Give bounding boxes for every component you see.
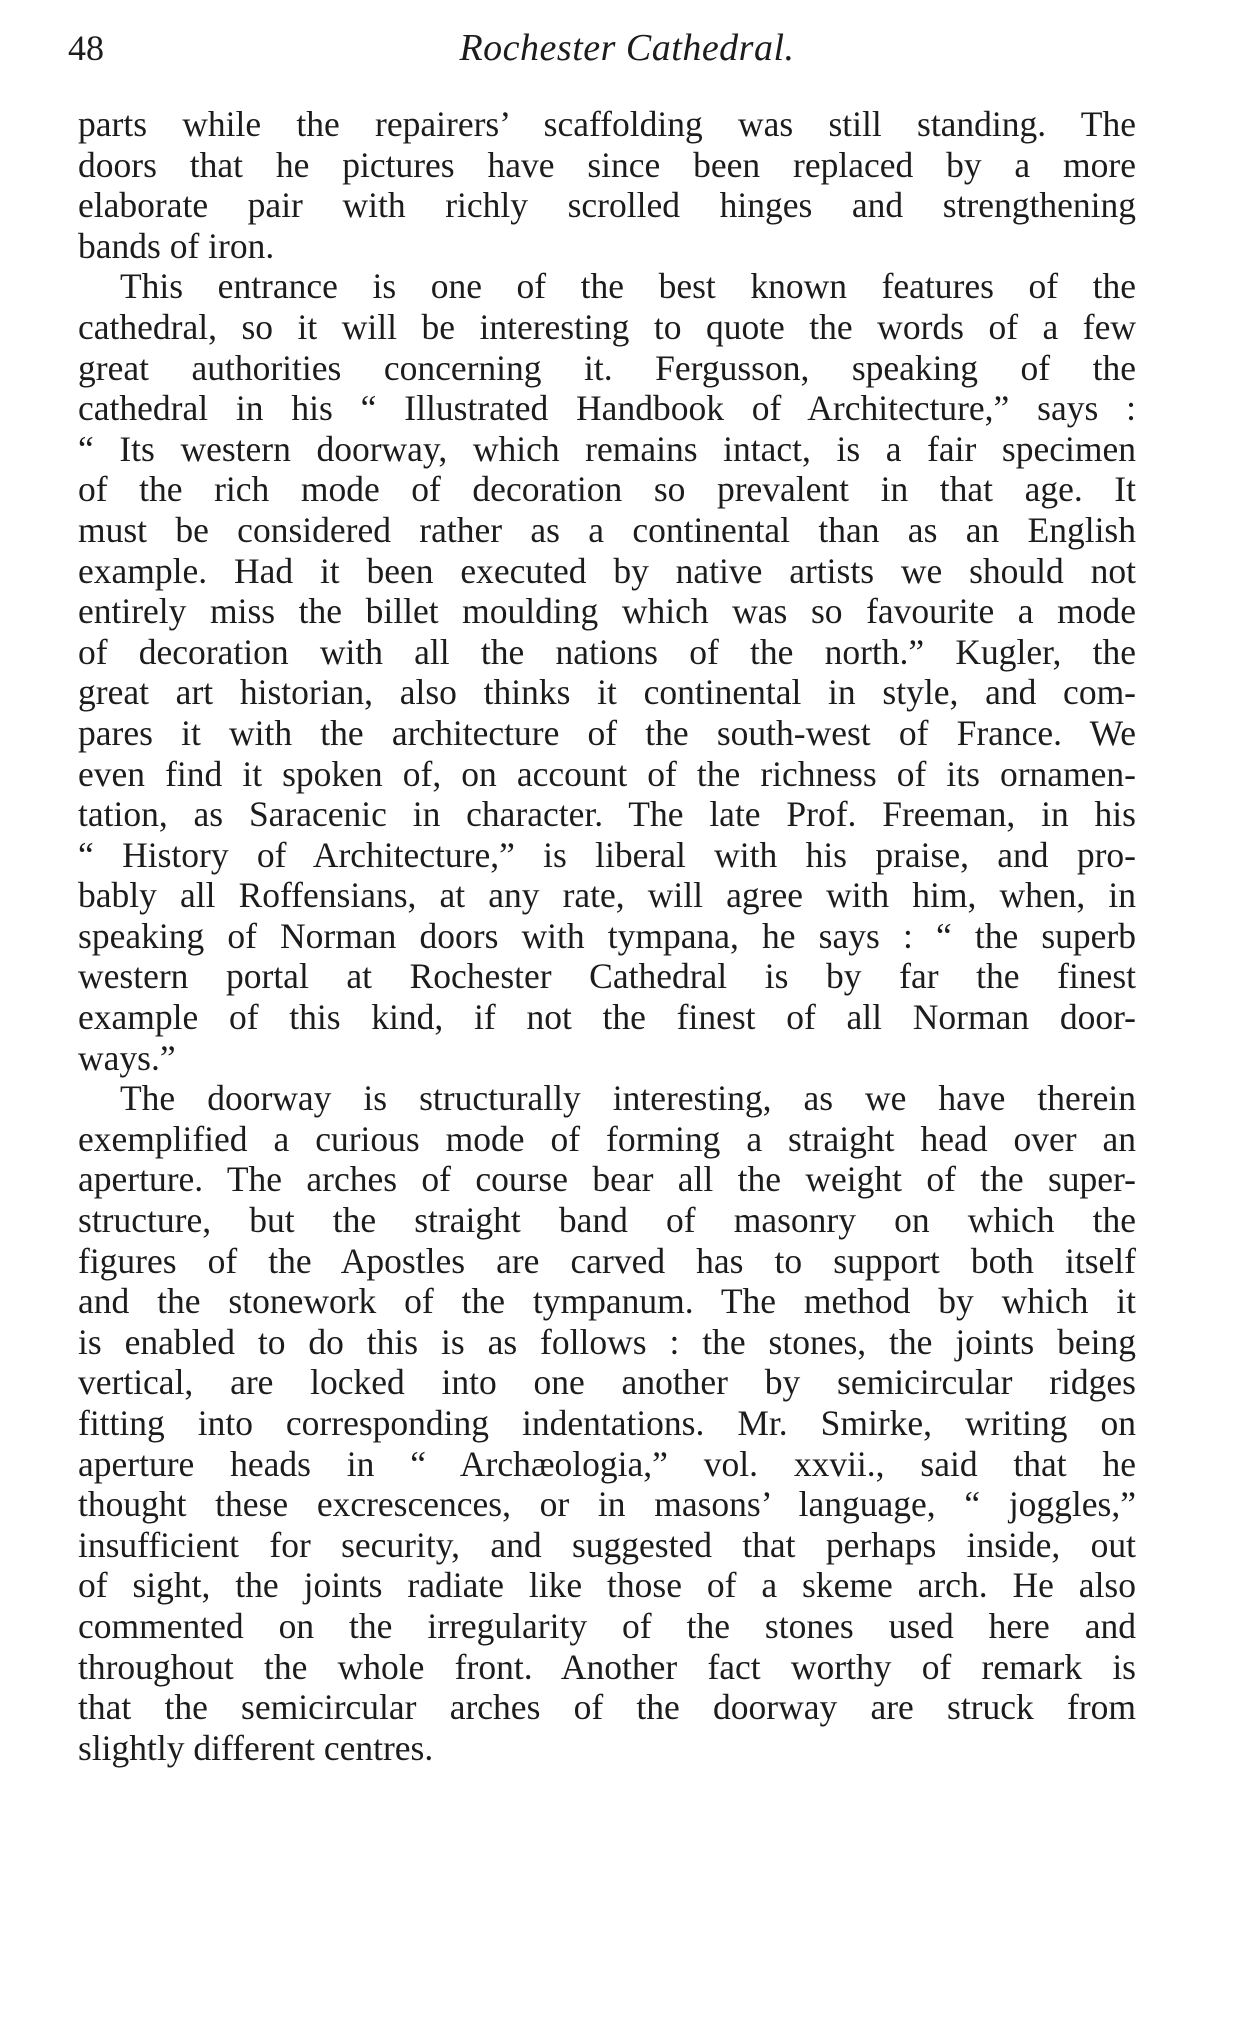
text-line: “ Its western doorway, which remains intact, is a fair specimen — [78, 428, 1136, 469]
text-line: entirely miss the billet moulding which was so favourite a mode — [78, 591, 1136, 632]
text-line: The doorway is structurally interesting, as we have therein — [120, 1078, 1136, 1119]
text-line: ways.” — [78, 1037, 176, 1078]
text-line: example of this kind, if not the finest of all Norman door- — [78, 997, 1136, 1038]
text-line: great authorities concerning it. Fergusson, speaking of the — [78, 347, 1136, 388]
text-line: of the rich mode of decoration so prevalent in that age. It — [78, 469, 1136, 510]
text-line: is enabled to do this is as follows : the stones, the joints being — [78, 1321, 1136, 1362]
text-line: bands of iron. — [78, 225, 275, 266]
text-line: and the stonework of the tympanum. The method by which it — [78, 1281, 1136, 1322]
text-line: that the semicircular arches of the doorway are struck from — [78, 1687, 1136, 1728]
text-line: must be considered rather as a continental than as an English — [78, 509, 1136, 550]
text-line: aperture heads in “ Archæologia,” vol. xxvii., said that he — [78, 1443, 1136, 1484]
text-line: of decoration with all the nations of the north.” Kugler, the — [78, 631, 1136, 672]
text-line: throughout the whole front. Another fact worthy of remark is — [78, 1646, 1136, 1687]
text-line: example. Had it been executed by native artists we should not — [78, 550, 1136, 591]
text-line: cathedral in his “ Illustrated Handbook of Architecture,” says : — [78, 388, 1136, 429]
text-line: elaborate pair with richly scrolled hinges and strengthening — [78, 185, 1136, 226]
text-line: even find it spoken of, on account of the richness of its ornamen- — [78, 753, 1136, 794]
text-line: vertical, are locked into one another by semicircular ridges — [78, 1362, 1136, 1403]
paragraph-1 — [78, 104, 1136, 266]
page-number: 48 — [68, 28, 104, 68]
text-line: structure, but the straight band of masonry on which the — [78, 1200, 1136, 1241]
text-line: pares it with the architecture of the south-west of France. We — [78, 712, 1136, 753]
text-line: cathedral, so it will be interesting to quote the words of a few — [78, 306, 1136, 347]
text-line: bably all Roffensians, at any rate, will agree with him, when, in — [78, 875, 1136, 916]
text-line: aperture. The arches of course bear all the weight of the super- — [78, 1159, 1136, 1200]
text-line: figures of the Apostles are carved has to support both itself — [78, 1240, 1136, 1281]
text-line: of sight, the joints radiate like those of a skeme arch. He also — [78, 1565, 1136, 1606]
text-line: doors that he pictures have since been replaced by a more — [78, 144, 1136, 185]
body-text — [78, 104, 1136, 1768]
text-line: commented on the irregularity of the stones used here and — [78, 1605, 1136, 1646]
text-line: insufficient for security, and suggested that perhaps inside, out — [78, 1524, 1136, 1565]
paragraph-2 — [78, 266, 1136, 1078]
text-line: fitting into corresponding indentations. Mr. Smirke, writing on — [78, 1403, 1136, 1443]
text-line: speaking of Norman doors with tympana, he says : “ the superb — [78, 915, 1136, 956]
text-line: parts while the repairers’ scaffolding was still standing. The — [78, 104, 1136, 144]
text-line: thought these excrescences, or in masons’ language, “ joggles,” — [78, 1484, 1136, 1525]
paragraph-3 — [78, 1078, 1136, 1768]
text-line: tation, as Saracenic in character. The late Prof. Freeman, in his — [78, 794, 1136, 835]
text-line: great art historian, also thinks it continental in style, and com- — [78, 672, 1136, 713]
text-line: slightly different centres. — [78, 1727, 434, 1768]
text-line: This entrance is one of the best known features of the — [120, 266, 1136, 307]
text-line: exemplified a curious mode of forming a straight head over an — [78, 1118, 1136, 1159]
text-line: western portal at Rochester Cathedral is by far the finest — [78, 956, 1136, 997]
text-line: “ History of Architecture,” is liberal with his praise, and pro- — [78, 834, 1136, 875]
running-head-title: Rochester Cathedral. — [459, 27, 795, 69]
